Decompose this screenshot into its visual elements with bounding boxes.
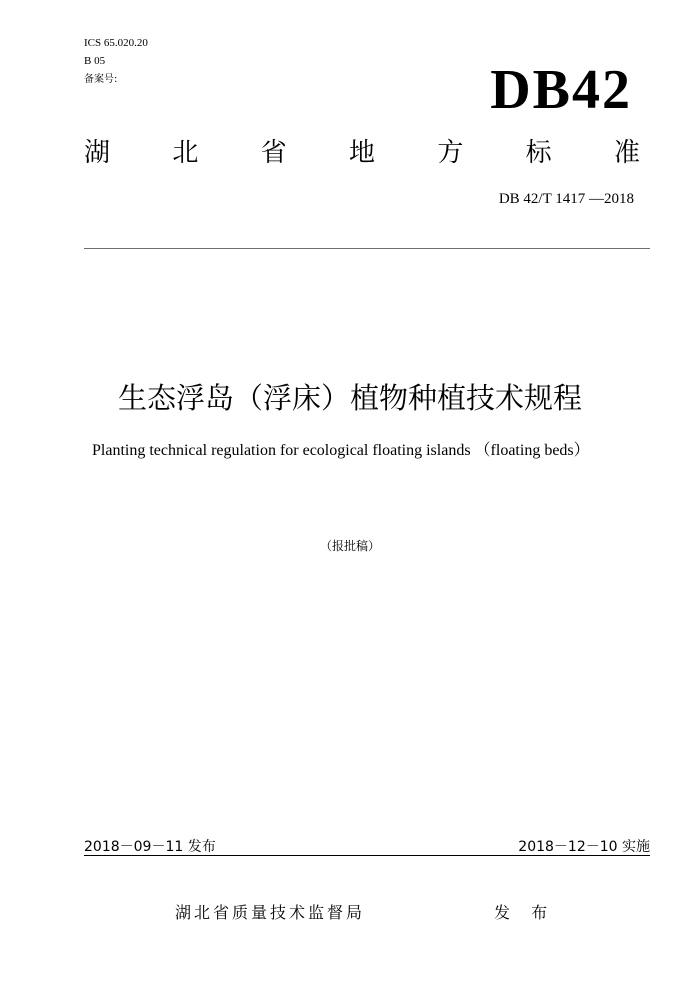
header-divider bbox=[84, 248, 650, 249]
standard-type-char: 准 bbox=[613, 138, 640, 168]
footer-divider bbox=[84, 855, 650, 856]
document-title-chinese: 生态浮岛（浮床）植物种植技术规程 bbox=[117, 381, 582, 415]
implementation-date: 2018－12－10 实施 bbox=[518, 839, 650, 855]
db42-logo: DB42 bbox=[490, 59, 632, 121]
standard-type-char: 方 bbox=[437, 138, 464, 168]
issue-date: 2018－09－11 发布 bbox=[84, 839, 216, 855]
draft-status: （报批稿） bbox=[319, 539, 380, 553]
standard-type-heading bbox=[84, 136, 640, 170]
standard-type-char: 湖 bbox=[84, 138, 111, 168]
standard-type-char: 地 bbox=[348, 138, 375, 168]
publish-label: 发 布 bbox=[494, 903, 556, 922]
ics-code: ICS 65.020.20 bbox=[84, 37, 148, 49]
record-number-label: 备案号: bbox=[84, 74, 118, 85]
document-title-english: Planting technical regulation for ecological floating islands （floating beds） bbox=[92, 442, 590, 459]
standard-type-char: 北 bbox=[172, 138, 199, 168]
standard-type-char: 省 bbox=[260, 138, 287, 168]
standard-number: DB 42/T 1417 —2018 bbox=[498, 191, 634, 207]
classification-code: B 05 bbox=[84, 55, 106, 67]
publisher-name: 湖北省质量技术监督局 bbox=[175, 903, 366, 922]
standard-type-char: 标 bbox=[525, 138, 552, 168]
